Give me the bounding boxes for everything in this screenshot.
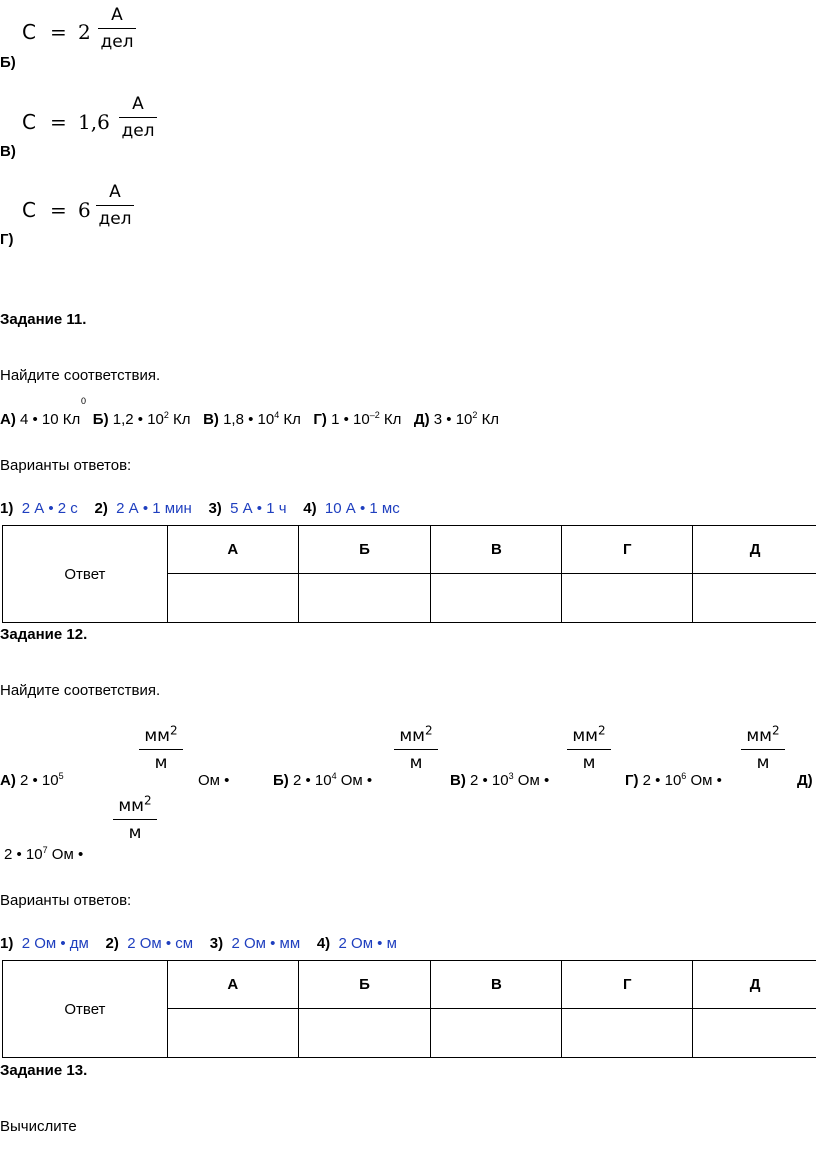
variant-text: 5 А • 1 ч [230,500,287,517]
column-header: А [167,526,298,574]
unit-fraction [394,725,438,774]
item-unit: Кл [279,411,301,428]
item-letter: Б) [92,411,109,428]
task12-instruction: Найдите соответствия. [0,682,161,699]
variant-number: 4) [316,935,331,952]
item-exponent: 2 [472,410,478,420]
unit-fraction [113,795,157,844]
item-exponent: 4 [331,771,337,781]
unit-numerator: мм [399,726,425,746]
unit-exponent: 2 [425,723,433,738]
item-tail: Ом • [686,772,722,789]
formula-value: 1,6 [78,110,110,134]
column-header: А [167,961,298,1009]
item-exponent: 6 [681,771,687,781]
answer-cell[interactable] [562,1009,693,1058]
answer-cell[interactable] [693,1009,816,1058]
unit-denominator: м [756,753,770,773]
item-unit: Кл [379,411,402,428]
unit-exponent: 2 [170,723,178,738]
item-value: 2 • 10 [470,772,509,789]
answer-cell[interactable] [562,574,693,623]
unit-exponent: 2 [598,723,606,738]
column-header: Б [298,961,431,1009]
unit-denominator: м [128,823,142,843]
variant-text: 2 А • 1 мин [116,500,192,517]
task11-title: Задание 11. [0,311,87,328]
item-letter: В) [203,411,219,428]
variant-text: 10 А • 1 мс [324,500,400,517]
column-header: Д [693,526,816,574]
item-exponent: 7 [42,845,48,855]
variant-text: 2 Ом • дм [21,935,89,952]
item-unit: Кл [477,411,500,428]
unit-fraction [139,725,183,774]
task12-item-d-letter: Д) [797,772,813,789]
unit-numerator: мм [746,726,772,746]
fraction-numerator: А [109,182,121,202]
formula-lhs: C [22,20,36,44]
variant-number: 3) [209,935,224,952]
formula-value: 2 [78,20,91,44]
item-exponent: 4 [274,410,280,420]
unit-denominator: м [409,753,423,773]
formula-lhs: C [22,110,36,134]
formula-fraction [96,181,134,230]
answer-cell[interactable] [693,574,816,623]
answer-cell[interactable] [298,1009,431,1058]
unit-denominator: м [154,753,168,773]
task12-item-d [4,846,83,863]
task12-item-a [0,772,64,789]
item-letter: В) [450,772,466,789]
task11-answer-table [2,525,816,623]
column-header: Д [693,961,816,1009]
answer-label: Ответ [3,961,168,1058]
item-unit: Кл [168,411,191,428]
task11-variants-label: Варианты ответов: [0,457,132,474]
unit-exponent: 2 [144,793,152,808]
answer-cell[interactable] [167,574,298,623]
column-header: Г [562,526,693,574]
fraction-numerator: А [111,5,123,25]
item-letter: А) [0,411,16,428]
option-letter: Б) [0,54,16,71]
item-value: 2 • 10 [4,846,43,863]
formula-eq: = [50,110,67,134]
answer-cell[interactable] [167,1009,298,1058]
item-value: 1,8 • 10 [223,411,275,428]
task13-instruction: Вычислите [0,1118,77,1135]
answer-label: Ответ [3,526,168,623]
unit-denominator: м [582,753,596,773]
variant-number: 2) [94,500,108,517]
fraction-denominator: дел [100,32,134,52]
task11-variants [0,500,400,517]
item-tail: Ом • [513,772,550,789]
variant-text: 2 Ом • см [127,935,194,952]
item-letter: Б) [273,772,289,789]
option-letter: В) [0,143,16,160]
task12-item-g [625,772,722,789]
task11-instruction: Найдите соответствия. [0,367,161,384]
fraction-numerator: А [132,94,144,114]
unit-exponent: 2 [772,723,780,738]
item-tail: Ом • [336,772,373,789]
answer-cell[interactable] [298,574,431,623]
task11-items [0,411,499,428]
variant-number: 3) [208,500,222,517]
item-value: 3 • 10 [433,411,473,428]
item-value: 2 • 10 [20,772,59,789]
task12-item-v [450,772,549,789]
variant-number: 1) [0,500,14,517]
variant-number: 2) [105,935,119,952]
formula-eq: = [50,198,67,222]
variant-number: 4) [303,500,317,517]
variant-text: 2 Ом • м [338,935,397,952]
column-header: В [431,526,562,574]
column-header: Б [298,526,431,574]
item-value: 1 • 10 [331,411,370,428]
item-tail: Ом • [47,846,84,863]
task12-variants-label: Варианты ответов: [0,892,132,909]
formula-lhs: C [22,198,36,222]
item-letter: Г) [313,411,327,428]
unit-fraction [567,725,611,774]
item-exponent: 2 [163,410,169,420]
item-letter: Д) [413,411,430,428]
variant-text: 2 А • 2 с [21,500,78,517]
item-letter: Г) [625,772,639,789]
variant-number: 1) [0,935,14,952]
column-header: Г [562,961,693,1009]
item-value: 2 • 10 [292,772,332,789]
formula-eq: = [50,20,67,44]
unit-numerator: мм [118,796,144,816]
unit-fraction [741,725,785,774]
item-exponent: –2 [369,410,380,420]
task13-title: Задание 13. [0,1062,88,1079]
task12-answer-table [2,960,816,1058]
answer-cell[interactable] [431,1009,562,1058]
unit-numerator: мм [144,726,170,746]
formula-fraction [119,93,157,142]
unit-numerator: мм [572,726,598,746]
fraction-denominator: дел [121,121,155,141]
task12-title: Задание 12. [0,626,88,643]
fraction-denominator: дел [98,209,132,229]
item-exponent: 3 [508,771,514,781]
item-value: 1,2 • 10 [112,411,164,428]
formula-value: 6 [78,198,91,222]
column-header: В [431,961,562,1009]
item-exponent: 5 [58,771,64,781]
item-value: 4 • 10 Кл [20,411,81,428]
item-letter: А) [0,772,16,789]
variant-text: 2 Ом • мм [231,935,301,952]
task12-variants [0,935,397,952]
task12-item-a-tail: Ом • [198,772,230,789]
formula-fraction [98,4,136,53]
answer-cell[interactable] [431,574,562,623]
task12-item-b [273,772,372,789]
task11-stray-zero: 0 [81,396,87,406]
option-letter: Г) [0,231,14,248]
item-value: 2 • 10 [642,772,682,789]
